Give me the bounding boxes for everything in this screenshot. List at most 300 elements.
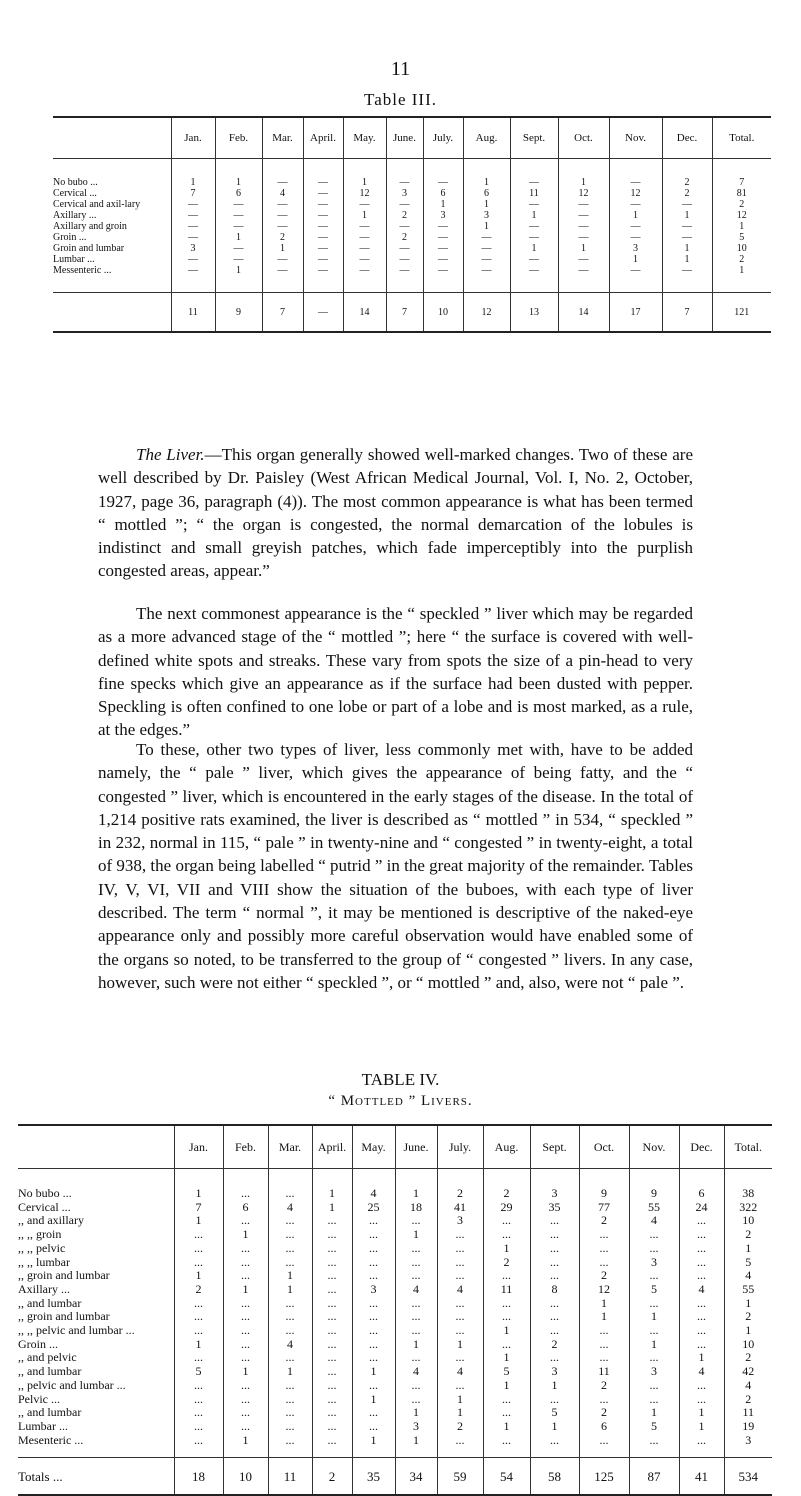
table-cell: ... <box>679 1393 724 1407</box>
table-cell: 1 <box>395 1169 437 1201</box>
table-cell: — <box>423 243 463 254</box>
row-label: ,, pelvic and lumbar ... <box>18 1378 126 1392</box>
row-label: ,, ,, groin <box>18 1228 62 1242</box>
table-cell: ... <box>268 1310 312 1324</box>
table-cell: 1 <box>679 1406 724 1420</box>
table-iv-column-header: Total. <box>724 1125 772 1169</box>
table-cell: 19 <box>724 1420 772 1434</box>
table-cell: ... <box>352 1256 395 1270</box>
table-cell: ... <box>437 1228 483 1242</box>
table-cell: — <box>463 243 510 254</box>
table-cell: — <box>303 232 343 243</box>
table-row <box>18 1434 772 1458</box>
total-cell: 125 <box>579 1458 629 1496</box>
table-cell: ... <box>437 1256 483 1270</box>
table-cell: ... <box>352 1338 395 1352</box>
table-cell: 2 <box>579 1269 629 1283</box>
table-cell: 11 <box>510 188 558 199</box>
table-cell: 1 <box>215 159 262 189</box>
table-cell: ... <box>395 1351 437 1365</box>
table-cell: 1 <box>724 1242 772 1256</box>
table-cell: — <box>510 221 558 232</box>
table-cell: ... <box>223 1324 268 1338</box>
row-label: Pelvic ... <box>18 1392 60 1406</box>
table-cell: 77 <box>579 1201 629 1215</box>
table-cell: 3 <box>423 210 463 221</box>
table-cell: 1 <box>262 243 303 254</box>
table-cell: 4 <box>268 1201 312 1215</box>
table-cell: ... <box>395 1242 437 1256</box>
table-cell: — <box>303 159 343 189</box>
table-cell: ... <box>352 1379 395 1393</box>
table-cell: 1 <box>629 1406 679 1420</box>
table-cell: 5 <box>724 1256 772 1270</box>
table-cell: 8 <box>530 1283 579 1297</box>
table-cell: ... <box>268 1242 312 1256</box>
table-cell: 6 <box>579 1420 629 1434</box>
table-cell: 1 <box>483 1379 530 1393</box>
table-cell: 4 <box>679 1283 724 1297</box>
table-cell: 4 <box>352 1169 395 1201</box>
table-row <box>53 243 771 254</box>
table-cell: 1 <box>312 1169 352 1201</box>
table-cell: ... <box>174 1228 223 1242</box>
paragraph-title: The Liver. <box>136 445 205 464</box>
row-label: ,, and axillary <box>18 1214 84 1228</box>
table-cell: ... <box>223 1310 268 1324</box>
table-row <box>18 1310 772 1324</box>
table-cell: ... <box>312 1310 352 1324</box>
table-cell: 1 <box>437 1406 483 1420</box>
table-cell: 1 <box>395 1406 437 1420</box>
table-cell: — <box>423 221 463 232</box>
total-cell: 11 <box>268 1458 312 1496</box>
table-cell: 1 <box>629 1310 679 1324</box>
table-cell: ... <box>679 1379 724 1393</box>
table-row <box>18 1338 772 1352</box>
table-iv-column-header: May. <box>352 1125 395 1169</box>
table-cell: — <box>303 199 343 210</box>
table-cell: ... <box>530 1228 579 1242</box>
table-iv-header-row <box>18 1125 772 1169</box>
table-cell: ... <box>312 1338 352 1352</box>
table-cell: ... <box>437 1242 483 1256</box>
table-cell: ... <box>437 1269 483 1283</box>
paragraph-text: To these, other two types of liver, less commonly met with, have to be added namely, the “ pale ” liver, which gives the appearance of being fatty, and the “ congested ” liver, which is encountered in the early stages of the disease. In the total of 1,214 positive rats examined, the liver is described as “ mottled ” in 534, “ speckled ” in 232, normal in 115, “ pale ” in twenty-nine and “ congested ” in twenty-eight, a total of 938, the organ being labelled “ putrid ” in the great majority of the remainder. Tables IV, V, VI, VII and VIII show the situation of the buboes, with each type of liver described. The term “ normal ”, it may be mentioned is descriptive of the naked-eye appearance only and possibly more careful observation would have enabled some of the organs so noted, to be transferred to the group of “ congested ” livers. In any case, however, such were not either “ speckled ”, or “ mottled ” and, also, were not “ pale ”. <box>98 740 693 992</box>
table-cell: 9 <box>629 1169 679 1201</box>
table-cell: 12 <box>609 188 662 199</box>
table-cell: ... <box>174 1406 223 1420</box>
table-cell: 2 <box>662 159 712 189</box>
table-cell: 2 <box>483 1169 530 1201</box>
paragraph-text: —This organ generally showed well-marked changes. Two of these are well described by Dr. Paisley (West African Medical Journal, Vol. I, No. 2, October, 1927, page 36, paragraph (4)). The most common appearance is what has been termed “ mottled ”; “ the organ is congested, the normal demarcation of the lobules is indistinct and small greyish patches, which fade imperceptibly into the purplish congested areas, appear.” <box>98 445 693 581</box>
table-iv <box>18 1124 772 1496</box>
table-cell: ... <box>352 1420 395 1434</box>
table-cell: ... <box>395 1214 437 1228</box>
table-cell: ... <box>174 1351 223 1365</box>
table-cell: ... <box>312 1434 352 1458</box>
paragraph-speckled <box>98 602 693 742</box>
table-iv-subtitle: “ Mottled ” Livers. <box>328 1093 473 1109</box>
table-iv-column-header: Jan. <box>174 1125 223 1169</box>
table-cell: ... <box>629 1379 679 1393</box>
table-cell: ... <box>679 1324 724 1338</box>
table-cell: 7 <box>712 159 771 189</box>
table-cell: ... <box>312 1406 352 1420</box>
table-cell: — <box>662 199 712 210</box>
total-cell: 14 <box>558 293 609 333</box>
table-cell: 4 <box>262 188 303 199</box>
table-cell: 5 <box>174 1365 223 1379</box>
table-cell: — <box>463 265 510 293</box>
table-cell: 1 <box>312 1201 352 1215</box>
table-cell: — <box>215 199 262 210</box>
table-cell: ... <box>629 1269 679 1283</box>
table-cell: ... <box>312 1393 352 1407</box>
table-cell: 1 <box>662 243 712 254</box>
table-cell: ... <box>530 1256 579 1270</box>
table-iii-column-header: Dec. <box>662 117 712 159</box>
total-cell: 41 <box>679 1458 724 1496</box>
row-label: No bubo ... <box>18 1186 72 1200</box>
table-cell: — <box>510 265 558 293</box>
table-cell: ... <box>679 1297 724 1311</box>
table-cell: ... <box>223 1214 268 1228</box>
table-cell: — <box>303 210 343 221</box>
table-cell: 5 <box>483 1365 530 1379</box>
table-iv-column-header: Aug. <box>483 1125 530 1169</box>
table-cell: 6 <box>223 1201 268 1215</box>
table-cell: 1 <box>352 1365 395 1379</box>
table-row <box>53 210 771 221</box>
table-cell: ... <box>352 1310 395 1324</box>
totals-row <box>53 293 771 333</box>
table-cell: — <box>386 159 423 189</box>
table-cell: 1 <box>343 159 386 189</box>
table-cell: ... <box>483 1269 530 1283</box>
totals-label <box>53 293 171 333</box>
table-cell: 1 <box>510 243 558 254</box>
table-cell: ... <box>483 1297 530 1311</box>
table-cell: 1 <box>174 1338 223 1352</box>
table-cell: 4 <box>437 1365 483 1379</box>
table-cell: 1 <box>510 210 558 221</box>
table-iii-column-header: April. <box>303 117 343 159</box>
total-cell: 34 <box>395 1458 437 1496</box>
table-cell: 2 <box>386 232 423 243</box>
table-cell: 3 <box>530 1365 579 1379</box>
total-cell: 9 <box>215 293 262 333</box>
table-cell: ... <box>395 1379 437 1393</box>
table-row <box>18 1351 772 1365</box>
table-cell: ... <box>395 1393 437 1407</box>
table-cell: ... <box>174 1434 223 1458</box>
table-cell: 11 <box>724 1406 772 1420</box>
table-cell: ... <box>268 1256 312 1270</box>
table-cell: — <box>343 243 386 254</box>
table-cell: ... <box>483 1406 530 1420</box>
table-cell: 1 <box>662 210 712 221</box>
table-cell: 1 <box>171 159 215 189</box>
row-label: Lumbar ... <box>18 1419 68 1433</box>
table-cell: — <box>558 221 609 232</box>
table-cell: ... <box>268 1434 312 1458</box>
table-cell: ... <box>352 1406 395 1420</box>
table-cell: — <box>386 221 423 232</box>
table-cell: 3 <box>386 188 423 199</box>
table-cell: 10 <box>724 1214 772 1228</box>
table-cell: ... <box>174 1393 223 1407</box>
table-cell: ... <box>483 1228 530 1242</box>
table-cell: 1 <box>343 210 386 221</box>
table-cell: ... <box>629 1297 679 1311</box>
table-row <box>18 1393 772 1407</box>
table-cell: ... <box>395 1324 437 1338</box>
table-cell: 5 <box>712 232 771 243</box>
table-cell: ... <box>312 1365 352 1379</box>
table-cell: ... <box>312 1228 352 1242</box>
table-cell: 1 <box>174 1269 223 1283</box>
table-cell: ... <box>679 1242 724 1256</box>
table-cell: 55 <box>724 1283 772 1297</box>
table-cell: ... <box>579 1434 629 1458</box>
table-cell: — <box>558 199 609 210</box>
table-cell: 1 <box>352 1434 395 1458</box>
total-cell: 12 <box>463 293 510 333</box>
table-cell: 4 <box>268 1338 312 1352</box>
total-cell: 59 <box>437 1458 483 1496</box>
table-cell: 1 <box>352 1393 395 1407</box>
table-cell: — <box>423 265 463 293</box>
table-cell: ... <box>312 1256 352 1270</box>
total-cell: 17 <box>609 293 662 333</box>
row-label: ,, and lumbar <box>18 1365 82 1379</box>
table-row <box>18 1169 772 1201</box>
table-cell: 1 <box>609 210 662 221</box>
table-cell: 42 <box>724 1365 772 1379</box>
table-cell: 1 <box>679 1351 724 1365</box>
table-cell: ... <box>352 1297 395 1311</box>
table-cell: ... <box>174 1256 223 1270</box>
table-cell: 12 <box>558 188 609 199</box>
table-cell: — <box>343 265 386 293</box>
table-cell: 1 <box>724 1297 772 1311</box>
table-cell: — <box>215 210 262 221</box>
table-cell: 4 <box>395 1365 437 1379</box>
table-cell: ... <box>530 1393 579 1407</box>
table-iv-column-header: Dec. <box>679 1125 724 1169</box>
table-cell: — <box>386 265 423 293</box>
table-iv-column-header: July. <box>437 1125 483 1169</box>
table-iii-column-header: Aug. <box>463 117 510 159</box>
row-label: Groin ... <box>18 1337 58 1351</box>
table-row <box>53 199 771 210</box>
table-cell: — <box>171 254 215 265</box>
table-cell: — <box>171 199 215 210</box>
table-cell: 3 <box>629 1256 679 1270</box>
table-iii-column-header: Nov. <box>609 117 662 159</box>
table-cell: 2 <box>437 1169 483 1201</box>
table-row <box>53 188 771 199</box>
table-cell: 1 <box>174 1169 223 1201</box>
table-row <box>18 1420 772 1434</box>
table-cell: ... <box>629 1351 679 1365</box>
table-cell: ... <box>629 1242 679 1256</box>
table-cell: — <box>303 265 343 293</box>
table-cell: 2 <box>530 1338 579 1352</box>
table-cell: ... <box>268 1406 312 1420</box>
table-iv-column-header: April. <box>312 1125 352 1169</box>
table-cell: 1 <box>268 1283 312 1297</box>
table-cell: ... <box>223 1256 268 1270</box>
table-cell: 2 <box>386 210 423 221</box>
row-label: Mesenteric ... <box>18 1433 84 1447</box>
table-cell: — <box>303 221 343 232</box>
table-iv-column-header: Feb. <box>223 1125 268 1169</box>
total-cell: 7 <box>262 293 303 333</box>
table-cell: ... <box>395 1256 437 1270</box>
table-cell: ... <box>483 1338 530 1352</box>
table-cell: 12 <box>343 188 386 199</box>
table-cell: 1 <box>530 1420 579 1434</box>
table-cell: ... <box>483 1310 530 1324</box>
table-cell: — <box>171 232 215 243</box>
table-cell: — <box>463 254 510 265</box>
table-cell: ... <box>312 1269 352 1283</box>
table-cell: — <box>662 221 712 232</box>
table-cell: ... <box>483 1393 530 1407</box>
table-cell: — <box>463 232 510 243</box>
table-cell: 2 <box>579 1406 629 1420</box>
total-cell: 58 <box>530 1458 579 1496</box>
table-cell: ... <box>312 1379 352 1393</box>
table-cell: — <box>215 221 262 232</box>
table-cell: 1 <box>174 1214 223 1228</box>
table-cell: 2 <box>724 1310 772 1324</box>
table-cell: ... <box>483 1434 530 1458</box>
table-cell: — <box>262 221 303 232</box>
table-cell: — <box>303 254 343 265</box>
table-cell: 1 <box>223 1365 268 1379</box>
table-cell: ... <box>530 1214 579 1228</box>
table-cell: 1 <box>662 254 712 265</box>
table-cell: — <box>510 232 558 243</box>
table-cell: 1 <box>437 1338 483 1352</box>
table-cell: — <box>609 159 662 189</box>
table-iv-column-header: Oct. <box>579 1125 629 1169</box>
total-cell: 35 <box>352 1458 395 1496</box>
table-cell: ... <box>352 1214 395 1228</box>
table-cell: — <box>423 232 463 243</box>
table-cell: — <box>510 199 558 210</box>
table-cell: 6 <box>423 188 463 199</box>
table-cell: ... <box>629 1324 679 1338</box>
paragraph-other-types <box>98 738 693 994</box>
table-cell: 5 <box>530 1406 579 1420</box>
table-cell: — <box>262 265 303 293</box>
table-cell: — <box>303 188 343 199</box>
total-cell: 11 <box>171 293 215 333</box>
table-cell: 1 <box>215 232 262 243</box>
table-cell: ... <box>174 1420 223 1434</box>
table-cell: ... <box>629 1434 679 1458</box>
table-cell: ... <box>352 1324 395 1338</box>
table-cell: 11 <box>483 1283 530 1297</box>
table-cell: 7 <box>171 188 215 199</box>
table-cell: 25 <box>352 1201 395 1215</box>
table-row <box>53 159 771 189</box>
totals-row <box>18 1458 772 1496</box>
table-row <box>18 1324 772 1338</box>
table-cell: ... <box>223 1169 268 1201</box>
table-cell: — <box>343 221 386 232</box>
table-iv-column-header: Nov. <box>629 1125 679 1169</box>
table-cell: ... <box>579 1256 629 1270</box>
total-cell: 121 <box>712 293 771 333</box>
table-cell: 6 <box>215 188 262 199</box>
table-cell: 3 <box>724 1434 772 1458</box>
row-label: ,, groin and lumbar <box>18 1310 110 1324</box>
table-cell: ... <box>312 1242 352 1256</box>
total-cell: 534 <box>724 1458 772 1496</box>
table-iii <box>53 116 771 333</box>
table-cell: ... <box>530 1351 579 1365</box>
paragraph-text: The next commonest appearance is the “ speckled ” liver which may be regarded as a more advanced stage of the “ mottled ”; here “ the surface is covered with well-defined white spots and streaks. These vary from spots the size of a pin-head to very fine specks which give an appearance as if the surface had been dusted with pepper. Speckling is often confined to one lobe or part of a lobe and is most marked, as a rule, at the edges.” <box>98 604 693 740</box>
row-label: Cervical ... <box>53 188 97 199</box>
table-cell: ... <box>437 1324 483 1338</box>
table-row <box>53 265 771 293</box>
row-label: ,, ,, pelvic and lumbar ... <box>18 1324 135 1338</box>
table-cell: — <box>386 254 423 265</box>
table-cell: 2 <box>579 1379 629 1393</box>
total-cell: — <box>303 293 343 333</box>
table-cell: 2 <box>579 1214 629 1228</box>
table-cell: 55 <box>629 1201 679 1215</box>
table-iii-column-header: Mar. <box>262 117 303 159</box>
table-cell: ... <box>312 1324 352 1338</box>
table-iii-header-row <box>53 117 771 159</box>
table-cell: ... <box>352 1242 395 1256</box>
table-cell: ... <box>312 1297 352 1311</box>
table-cell: — <box>343 199 386 210</box>
table-cell: ... <box>223 1379 268 1393</box>
table-cell: 18 <box>395 1201 437 1215</box>
table-cell: 1 <box>437 1393 483 1407</box>
table-cell: ... <box>679 1228 724 1242</box>
table-cell: 3 <box>609 243 662 254</box>
table-cell: 4 <box>629 1214 679 1228</box>
table-cell: 12 <box>579 1283 629 1297</box>
table-cell: 35 <box>530 1201 579 1215</box>
table-cell: 2 <box>724 1351 772 1365</box>
totals-label: Totals ... <box>18 1458 174 1496</box>
table-cell: ... <box>579 1228 629 1242</box>
table-cell: ... <box>352 1351 395 1365</box>
total-cell: 10 <box>223 1458 268 1496</box>
table-cell: — <box>386 243 423 254</box>
table-cell: — <box>423 159 463 189</box>
table-cell: 12 <box>712 210 771 221</box>
table-cell: ... <box>629 1228 679 1242</box>
table-cell: 1 <box>395 1434 437 1458</box>
table-cell: — <box>609 232 662 243</box>
table-row <box>18 1214 772 1228</box>
table-iv-body <box>18 1169 772 1496</box>
table-cell: — <box>262 210 303 221</box>
table-cell: 1 <box>679 1420 724 1434</box>
table-cell: 1 <box>463 221 510 232</box>
table-cell: 24 <box>679 1201 724 1215</box>
